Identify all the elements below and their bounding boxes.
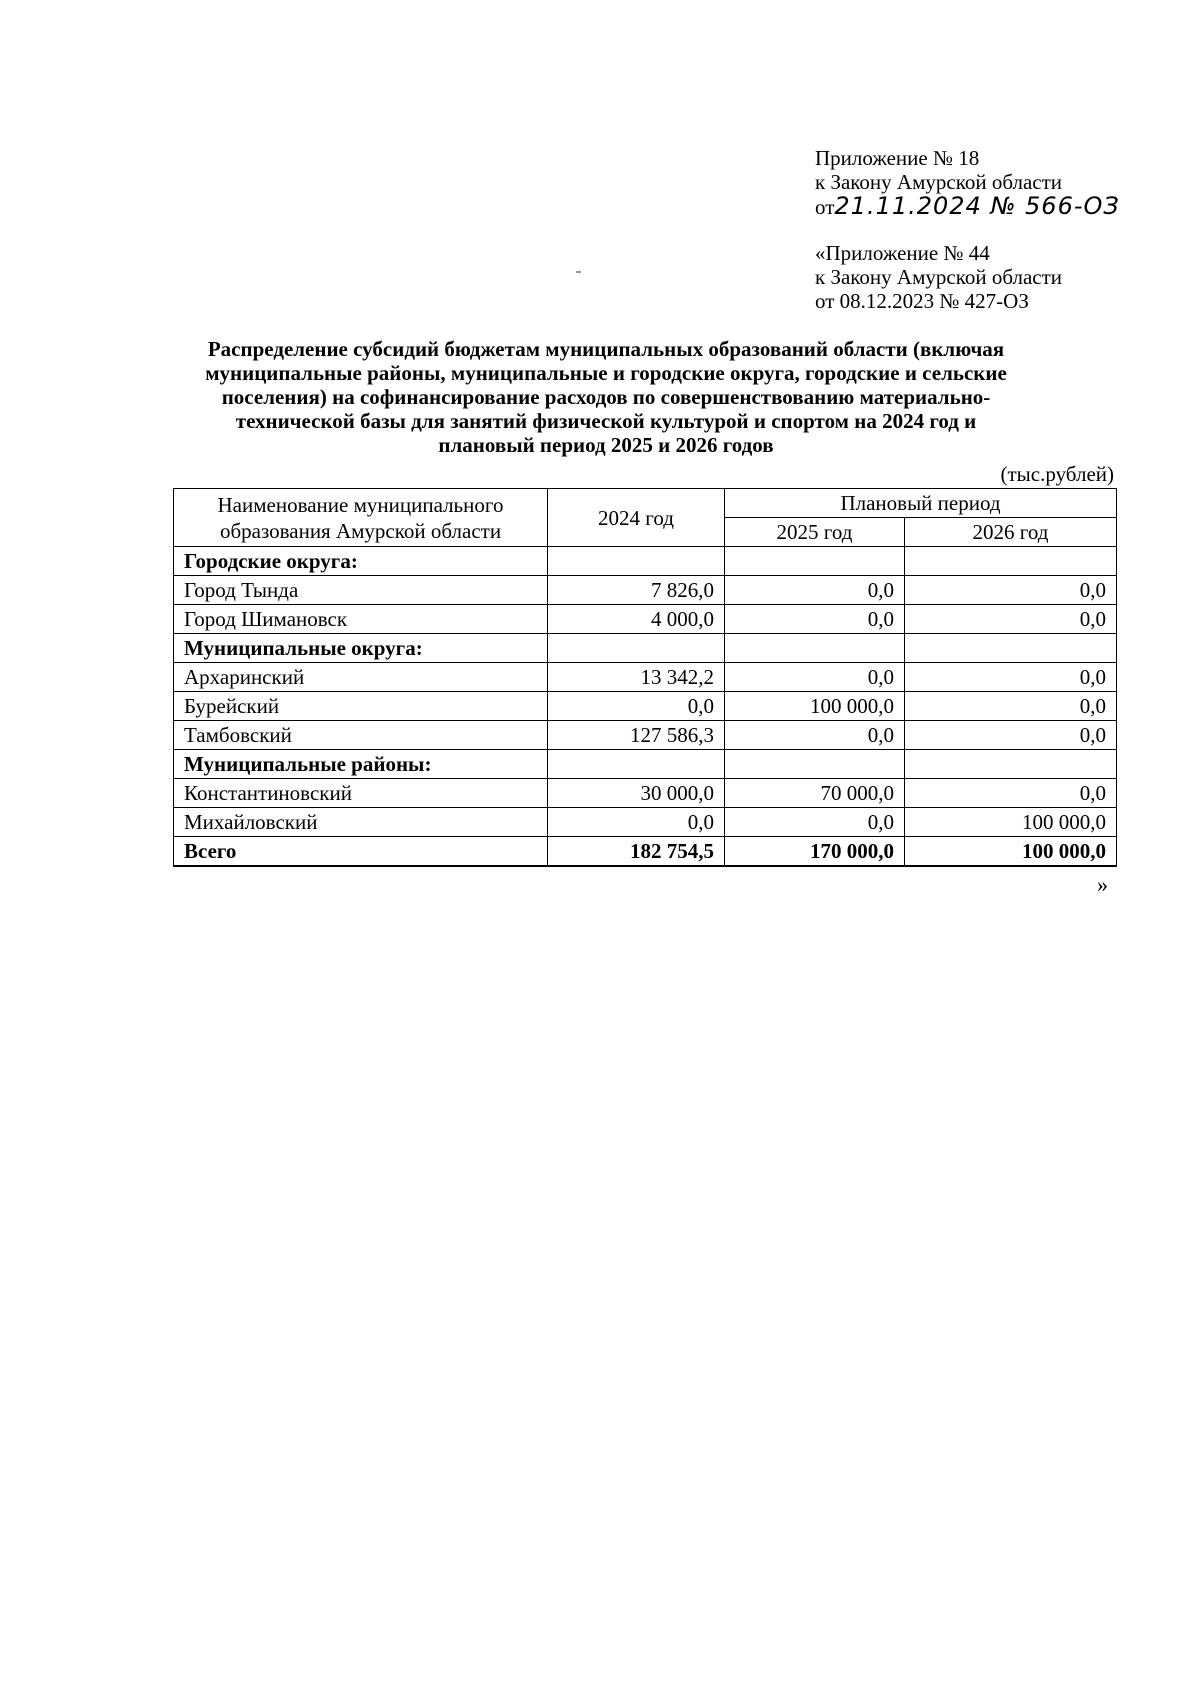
title-line: технической базы для занятий физической культурой и спортом на 2024 год и: [235, 409, 977, 433]
header-2025: 2025 год: [725, 518, 905, 547]
value-2024: 13 342,2: [548, 663, 725, 692]
total-2025: 170 000,0: [725, 837, 905, 867]
header-2024: 2024 год: [548, 489, 725, 547]
table-row: [174, 808, 1117, 837]
value-2025: 0,0: [725, 808, 905, 837]
value-2026: 0,0: [905, 779, 1117, 808]
value-2024: 30 000,0: [548, 779, 725, 808]
table-row: [174, 605, 1117, 634]
value-2026: 0,0: [905, 692, 1117, 721]
appendix-header-current: [815, 146, 1120, 219]
value-2025: 0,0: [725, 663, 905, 692]
date-prefix: от: [815, 195, 835, 219]
group-row: [174, 547, 1117, 576]
value-2025: 0,0: [725, 721, 905, 750]
empty-cell: [725, 750, 905, 779]
header-municipality: Наименование муниципального образования Амурской области: [174, 489, 548, 547]
table-row: [174, 576, 1117, 605]
empty-cell: [548, 547, 725, 576]
total-2024: 182 754,5: [548, 837, 725, 867]
table-row: [174, 663, 1117, 692]
value-2026: 0,0: [905, 721, 1117, 750]
municipality-name: Бурейский: [174, 692, 548, 721]
table-row: [174, 692, 1117, 721]
original-appendix-law-ref: к Закону Амурской области: [815, 265, 1063, 289]
scan-artifact: [576, 271, 581, 273]
closing-quote: »: [1097, 872, 1108, 897]
group-label: Городские округа:: [174, 547, 548, 576]
empty-cell: [905, 750, 1117, 779]
value-2024: 0,0: [548, 808, 725, 837]
appendix-header-original: [815, 241, 1062, 313]
group-row: [174, 634, 1117, 663]
header-planned-period: Плановый период: [725, 489, 1117, 518]
value-2024: 7 826,0: [548, 576, 725, 605]
value-2025: 100 000,0: [725, 692, 905, 721]
empty-cell: [548, 750, 725, 779]
municipality-name: Константиновский: [174, 779, 548, 808]
title-line: поселения) на софинансирование расходов по совершенствованию материально-: [221, 385, 991, 409]
municipality-name: Город Шимановск: [174, 605, 548, 634]
handwritten-date-number: 21.11.2024 № 566-ОЗ: [834, 192, 1120, 220]
value-2026: 0,0: [905, 576, 1117, 605]
table-row: [174, 779, 1117, 808]
title-line: Распределение субсидий бюджетам муниципальных образований области (включая: [207, 337, 1005, 361]
empty-cell: [725, 547, 905, 576]
total-row: [174, 837, 1117, 867]
empty-cell: [548, 634, 725, 663]
value-2025: 70 000,0: [725, 779, 905, 808]
original-appendix-date: от 08.12.2023 № 427-ОЗ: [815, 289, 1029, 313]
subsidy-table: [173, 488, 1117, 867]
document-title: [172, 337, 1040, 457]
value-2025: 0,0: [725, 576, 905, 605]
municipality-name: Тамбовский: [174, 721, 548, 750]
title-line: плановый период 2025 и 2026 годов: [438, 433, 774, 457]
value-2026: 0,0: [905, 605, 1117, 634]
empty-cell: [725, 634, 905, 663]
value-2024: 127 586,3: [548, 721, 725, 750]
municipality-name: Михайловский: [174, 808, 548, 837]
municipality-name: Архаринский: [174, 663, 548, 692]
municipality-name: Город Тында: [174, 576, 548, 605]
empty-cell: [905, 634, 1117, 663]
units-label: (тыс.рублей): [1000, 462, 1114, 486]
original-appendix-number: «Приложение № 44: [815, 241, 990, 265]
total-2026: 100 000,0: [905, 837, 1117, 867]
appendix-date-line: [815, 194, 1120, 219]
header-2026: 2026 год: [905, 518, 1117, 547]
group-label: Муниципальные округа:: [174, 634, 548, 663]
appendix-number: Приложение № 18: [815, 146, 980, 170]
group-label: Муниципальные районы:: [174, 750, 548, 779]
value-2024: 4 000,0: [548, 605, 725, 634]
value-2025: 0,0: [725, 605, 905, 634]
title-line: муниципальные районы, муниципальные и городские округа, городские и сельские: [205, 361, 1007, 385]
value-2026: 0,0: [905, 663, 1117, 692]
table-row: [174, 721, 1117, 750]
total-label: Всего: [174, 837, 548, 867]
appendix-law-ref: к Закону Амурской области: [815, 170, 1063, 194]
empty-cell: [905, 547, 1117, 576]
value-2024: 0,0: [548, 692, 725, 721]
value-2026: 100 000,0: [905, 808, 1117, 837]
group-row: [174, 750, 1117, 779]
